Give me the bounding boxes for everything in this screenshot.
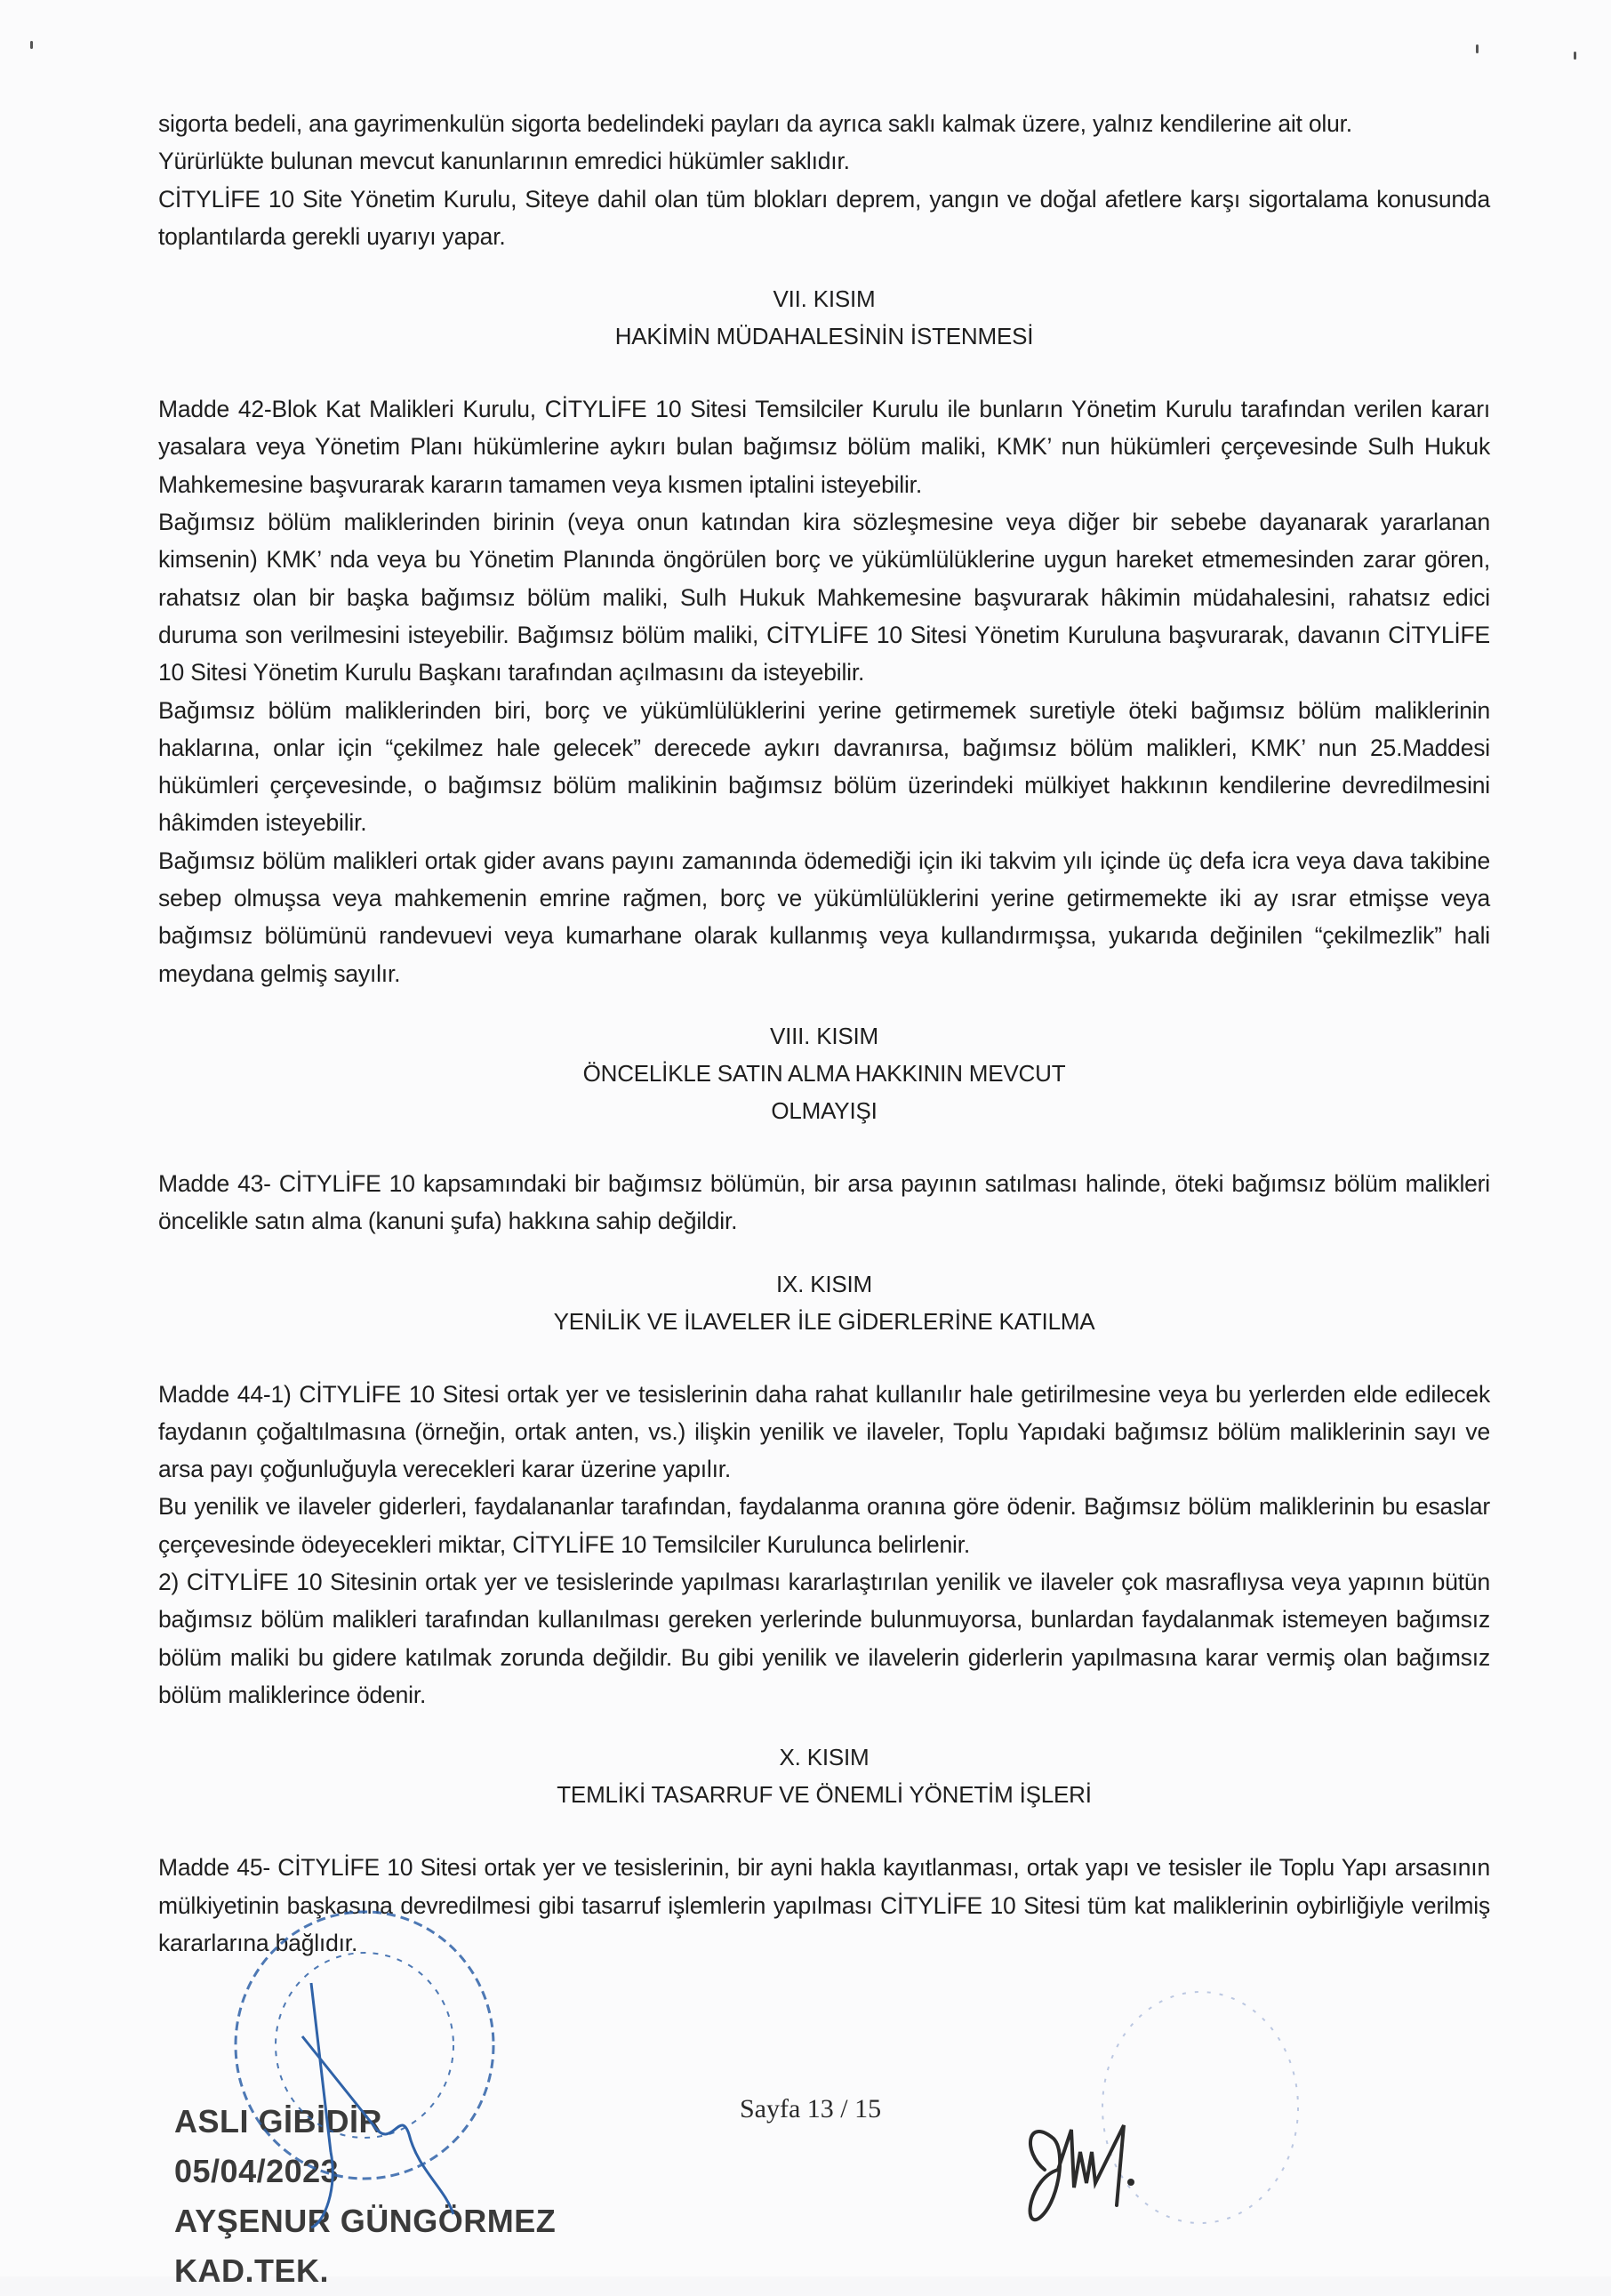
section-title: ÖNCELİKLE SATIN ALMA HAKKININ MEVCUT [582,1059,1066,1087]
certified-copy-label: ASLI GİBİDİR [174,2103,383,2139]
section-number: IX. KISIM [775,1270,872,1297]
paragraph: CİTYLİFE 10 Site Yönetim Kurulu, Siteye dahil olan tüm blokları deprem, yangın ve doğal afetlere karşı sigortalama konusunda toplantılarda gerekli uyarıyı yapar. [158,185,1490,250]
signature-icon [1030,2125,1124,2220]
certifier-name: AYŞENUR GÜNGÖRMEZ [174,2203,557,2239]
section-title-line2: OLMAYIŞI [771,1096,878,1124]
article-paragraph: Bağımsız bölüm maliklerinden biri, borç ve yükümlülüklerini yerine getirmemek suretiyle öteki bağımsız bölüm maliklerinin haklarına, onlar için “çekilmez hale gelecek” derecede aykırı davranırsa, bağımsız bölüm malikleri, KMK’ nun 25.Maddesi hükümleri çerçevesinde, o bağımsız bölüm malikinin bağımsız bölüm üzerindeki mülkiyet hakkının kendilerine devredilmesini hâkimden isteyebilir. [158,696,1490,837]
article-paragraph: Madde 42-Blok Kat Malikleri Kurulu, CİTYLİFE 10 Sitesi Temsilciler Kurulu ile bunların Yönetim Kurulu tarafından verilen kararı yasalara veya Yönetim Planı hükümlerine aykırı bulan bağımsız bölüm maliki, KMK’ nun hükümleri çerçevesinde Sulh Hukuk Mahkemesine başvurarak kararın tamamen veya kısmen iptalini isteyebilir. [158,396,1490,498]
section-number: X. KISIM [779,1744,870,1771]
article-paragraph: Bu yenilik ve ilaveler giderleri, faydalananlar tarafından, faydalanma oranına göre ödenir. Bağımsız bölüm maliklerinin bu esaslar çerçevesinde ödeyecekleri miktar, CİTYLİFE 10 Temsilciler Kurulunca belirlenir. [158,1493,1490,1558]
section-title: YENİLİK VE İLAVELER İLE GİDERLERİNE KATILMA [553,1307,1095,1335]
paragraph: sigorta bedeli, ana gayrimenkulün sigorta bedelindeki payları da ayrıca saklı kalmak üzere, yalnız kendilerine ait olur. [158,110,1352,137]
article-paragraph: Madde 45- CİTYLİFE 10 Sitesi ortak yer ve tesislerinin, bir ayni hakla kayıtlanması, ortak yapı ve tesisler ile Toplu Yapı arsasının mülkiyetinin başkasına devredilmesi gibi tasarruf işlemlerin yapılması CİTYLİFE 10 Sitesi tüm kat maliklerinin oybirliğiyle verilmiş kararlarına bağlıdır. [158,1854,1490,1956]
article-paragraph: Bağımsız bölüm maliklerinden birinin (veya onun katından kira sözleşmesine veya diğer bir sebebe dayanarak yararlanan kimsenin) KMK’ nda veya bu Yönetim Planında öngörülen borç ve yükümlülüklerine uygun hareket etmemesinden zarar gören, rahatsız olan bir başka bağımsız bölüm maliki, Sulh Hukuk Mahkemesine başvurarak hâkimin müdahalesini, rahatsız edici duruma son verilmesini isteyebilir. Bağımsız bölüm maliki, CİTYLİFE 10 Sitesi Yönetim Kuruluna başvurarak, davanın CİTYLİFE 10 Sitesi Yönetim Kurulu Başkanı tarafından açılmasını da isteyebilir. [158,509,1490,686]
article-paragraph: Madde 44-1) CİTYLİFE 10 Sitesi ortak yer ve tesislerinin daha rahat kullanılır hale getirilmesine veya bu yerlerden elde edilecek faydanın çoğaltılmasına (örneğin, ortak anten, vs.) ilişkin yenilik ve ilaveler, Toplu Yapıdaki bağımsız bölüm maliklerinin sayı ve arsa payı çoğunluğuyla verecekleri karar üzerine yapılır. [158,1380,1490,1483]
section-number: VII. KISIM [773,285,876,313]
article-paragraph: 2) CİTYLİFE 10 Sitesinin ortak yer ve tesislerinde yapılması kararlaştırılan yenilik ve ilaveler çok masraflıysa veya yapının bütün bağımsız bölüm malikleri tarafından kullanılması gereken yerlerinde bulunmuyorsa, bunlardan faydalanmak istemeyen bağımsız bölüm maliki bu gidere katılmak zorunda değildir. Bu gibi yenilik ve ilavelerin giderlerin yapılmasına karar vermiş olan bağımsız bölüm maliklerince ödenir. [158,1569,1490,1708]
signature-dot-icon [1127,2179,1134,2186]
article-paragraph: Madde 43- CİTYLİFE 10 kapsamındaki bir bağımsız bölümün, bir arsa payının satılması halinde, öteki bağımsız bölüm malikleri öncelikle satın alma (kanuni şufa) hakkına sahip değildir. [158,1169,1490,1235]
document-body [158,105,1490,1962]
article-paragraph: Bağımsız bölüm malikleri ortak gider avans payını zamanında ödemediği için iki takvim yılı içinde üç defa icra veya dava takibine sebep olmuşsa veya mahkemenin emrine rağmen, borç ve yükümlülüklerini yerine getirmemekte iki ay ısrar etmişse veya bağımsız bölümünü randevuevi veya kumarhane olarak kullanmış veya kullandırmışsa, yukarıda değinilen “çekilmezlik” hali meydana gelmiş sayılır. [158,847,1490,987]
section-title: HAKİMİN MÜDAHALESİNİN İSTENMESİ [614,323,1034,350]
faint-stamp-icon [1102,1992,1298,2223]
certification-block [174,2097,556,2296]
scan-speck [1476,44,1479,53]
scan-speck [1574,52,1576,60]
scan-speck [30,41,33,49]
section-number: VIII. KISIM [769,1022,879,1049]
certification-date: 05/04/2023 [174,2153,340,2189]
page-number: Sayfa 13 / 15 [740,2094,882,2123]
paragraph: Yürürlükte bulunan mevcut kanunlarının emredici hükümler saklıdır. [158,148,850,175]
certifier-title: KAD.TEK. [174,2252,329,2289]
section-title: TEMLİKİ TASARRUF VE ÖNEMLİ YÖNETİM İŞLERİ [557,1781,1092,1809]
